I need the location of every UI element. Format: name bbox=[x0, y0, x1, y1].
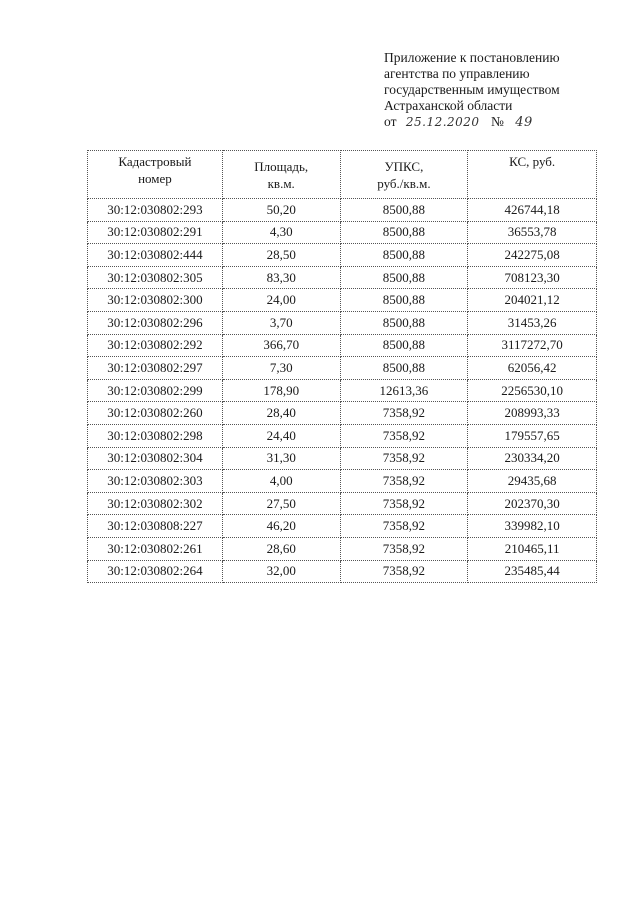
cell-cadastral-number: 30:12:030802:303 bbox=[88, 470, 223, 493]
annex-line-3: государственным имуществом bbox=[384, 82, 560, 97]
cell-upks: 8500,88 bbox=[340, 357, 468, 380]
cell-upks: 7358,92 bbox=[340, 537, 468, 560]
header-cadastral-number: Кадастровый номер bbox=[88, 151, 223, 199]
table-header-row bbox=[88, 151, 597, 199]
cell-area: 7,30 bbox=[222, 357, 340, 380]
cell-area: 24,40 bbox=[222, 424, 340, 447]
cell-upks: 8500,88 bbox=[340, 221, 468, 244]
from-label: от bbox=[384, 114, 397, 129]
cell-upks: 8500,88 bbox=[340, 244, 468, 267]
cell-area: 27,50 bbox=[222, 492, 340, 515]
cell-ks: 31453,26 bbox=[468, 311, 597, 334]
cell-upks: 7358,92 bbox=[340, 424, 468, 447]
cell-area: 24,00 bbox=[222, 289, 340, 312]
annex-line-2: агентства по управлению bbox=[384, 66, 530, 81]
cell-cadastral-number: 30:12:030802:298 bbox=[88, 424, 223, 447]
cell-cadastral-number: 30:12:030802:444 bbox=[88, 244, 223, 267]
cell-ks: 208993,33 bbox=[468, 402, 597, 425]
cadastral-value-table bbox=[87, 150, 597, 583]
cell-ks: 202370,30 bbox=[468, 492, 597, 515]
cell-area: 366,70 bbox=[222, 334, 340, 357]
cell-ks: 210465,11 bbox=[468, 537, 597, 560]
handwritten-date: 25.12.2020 bbox=[405, 115, 480, 129]
cell-upks: 7358,92 bbox=[340, 402, 468, 425]
cell-ks: 179557,65 bbox=[468, 424, 597, 447]
cell-area: 46,20 bbox=[222, 515, 340, 538]
cell-ks: 36553,78 bbox=[468, 221, 597, 244]
cell-area: 28,40 bbox=[222, 402, 340, 425]
annex-line-1: Приложение к постановлению bbox=[384, 50, 560, 65]
cell-area: 28,60 bbox=[222, 537, 340, 560]
cell-ks: 230334,20 bbox=[468, 447, 597, 470]
cell-area: 4,00 bbox=[222, 470, 340, 493]
cell-cadastral-number: 30:12:030802:291 bbox=[88, 221, 223, 244]
header-upks: УПКС, руб./кв.м. bbox=[340, 151, 468, 199]
cell-cadastral-number: 30:12:030802:292 bbox=[88, 334, 223, 357]
cell-ks: 29435,68 bbox=[468, 470, 597, 493]
table-row bbox=[88, 560, 597, 583]
table-row bbox=[88, 244, 597, 267]
cell-area: 3,70 bbox=[222, 311, 340, 334]
cell-cadastral-number: 30:12:030802:296 bbox=[88, 311, 223, 334]
cell-upks: 7358,92 bbox=[340, 515, 468, 538]
header-area: Площадь, кв.м. bbox=[222, 151, 340, 199]
cell-area: 50,20 bbox=[222, 199, 340, 222]
cell-upks: 8500,88 bbox=[340, 311, 468, 334]
cell-cadastral-number: 30:12:030802:293 bbox=[88, 199, 223, 222]
handwritten-number: 49 bbox=[515, 115, 533, 130]
cell-cadastral-number: 30:12:030802:302 bbox=[88, 492, 223, 515]
cell-ks: 235485,44 bbox=[468, 560, 597, 583]
header-ks: КС, руб. bbox=[468, 151, 597, 199]
cell-ks: 204021,12 bbox=[468, 289, 597, 312]
annex-heading bbox=[384, 50, 624, 131]
cell-cadastral-number: 30:12:030808:227 bbox=[88, 515, 223, 538]
cell-ks: 339982,10 bbox=[468, 515, 597, 538]
cell-ks: 3117272,70 bbox=[468, 334, 597, 357]
table-row bbox=[88, 379, 597, 402]
cell-cadastral-number: 30:12:030802:264 bbox=[88, 560, 223, 583]
cell-ks: 708123,30 bbox=[468, 266, 597, 289]
cell-cadastral-number: 30:12:030802:261 bbox=[88, 537, 223, 560]
cell-area: 83,30 bbox=[222, 266, 340, 289]
cell-upks: 8500,88 bbox=[340, 289, 468, 312]
table-row bbox=[88, 402, 597, 425]
cell-cadastral-number: 30:12:030802:260 bbox=[88, 402, 223, 425]
cell-upks: 8500,88 bbox=[340, 199, 468, 222]
table-row bbox=[88, 266, 597, 289]
cell-cadastral-number: 30:12:030802:300 bbox=[88, 289, 223, 312]
cell-upks: 7358,92 bbox=[340, 447, 468, 470]
cell-ks: 426744,18 bbox=[468, 199, 597, 222]
cell-upks: 8500,88 bbox=[340, 334, 468, 357]
cell-cadastral-number: 30:12:030802:297 bbox=[88, 357, 223, 380]
annex-reference-line bbox=[384, 114, 624, 131]
cell-upks: 7358,92 bbox=[340, 470, 468, 493]
table-row bbox=[88, 334, 597, 357]
table-row bbox=[88, 357, 597, 380]
table-row bbox=[88, 424, 597, 447]
cell-cadastral-number: 30:12:030802:299 bbox=[88, 379, 223, 402]
cell-cadastral-number: 30:12:030802:304 bbox=[88, 447, 223, 470]
table-row bbox=[88, 515, 597, 538]
cell-area: 31,30 bbox=[222, 447, 340, 470]
table-row bbox=[88, 470, 597, 493]
cell-upks: 7358,92 bbox=[340, 560, 468, 583]
table-row bbox=[88, 289, 597, 312]
table-row bbox=[88, 199, 597, 222]
cell-area: 178,90 bbox=[222, 379, 340, 402]
cell-upks: 12613,36 bbox=[340, 379, 468, 402]
cell-ks: 242275,08 bbox=[468, 244, 597, 267]
cell-upks: 7358,92 bbox=[340, 492, 468, 515]
table-row bbox=[88, 537, 597, 560]
cell-area: 4,30 bbox=[222, 221, 340, 244]
number-label: № bbox=[490, 114, 504, 129]
table-row bbox=[88, 221, 597, 244]
cell-upks: 8500,88 bbox=[340, 266, 468, 289]
cell-area: 28,50 bbox=[222, 244, 340, 267]
table-row bbox=[88, 311, 597, 334]
annex-line-4: Астраханской области bbox=[384, 98, 513, 113]
cell-area: 32,00 bbox=[222, 560, 340, 583]
cell-cadastral-number: 30:12:030802:305 bbox=[88, 266, 223, 289]
table-row bbox=[88, 447, 597, 470]
table-row bbox=[88, 492, 597, 515]
cell-ks: 2256530,10 bbox=[468, 379, 597, 402]
cell-ks: 62056,42 bbox=[468, 357, 597, 380]
